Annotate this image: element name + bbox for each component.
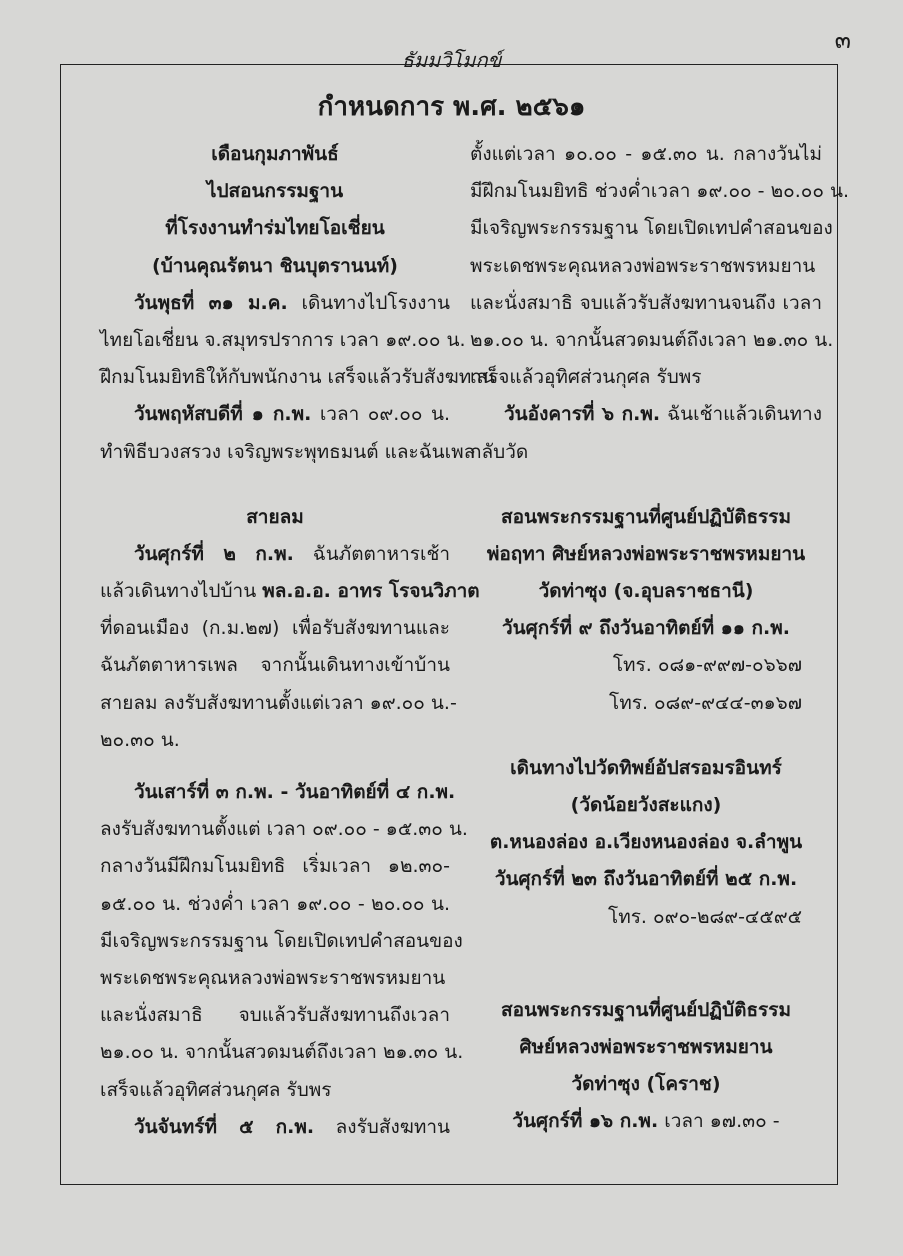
text-line: กลับวัด bbox=[470, 440, 529, 463]
text-line: วันอังคารที่ ๖ ก.พ. ฉันเช้าแล้วเดินทาง bbox=[504, 403, 822, 426]
text-line: วันพุธที่ ๓๑ ม.ค. เดินทางไปโรงงาน bbox=[134, 291, 450, 314]
text-line: เสร็จแล้วอุทิศส่วนกุศล รับพร bbox=[100, 1078, 332, 1101]
section-heading: วัดท่าซุง (โคราช) bbox=[571, 1073, 721, 1096]
right-column bbox=[470, 136, 849, 1141]
text-line: สายลม ลงรับสังฆทานตั้งแต่เวลา ๑๙.๐๐ น.- bbox=[100, 691, 457, 714]
text-line: มีเจริญพระกรรมฐาน โดยเปิดเทปคำสอนของ bbox=[100, 929, 463, 952]
text-line: กลางวันมีฝึกมโนมยิทธิ เริ่มเวลา ๑๒.๓๐- bbox=[100, 855, 450, 878]
text-line: ตั้งแต่เวลา ๑๐.๐๐ - ๑๕.๓๐ น. กลางวันไม่ bbox=[470, 143, 822, 165]
section-heading: ศิษย์หลวงพ่อพระราชพรหมยาน bbox=[519, 1035, 773, 1058]
left-column bbox=[100, 136, 495, 1146]
text-line: ที่ดอนเมือง (ก.ม.๒๗) เพื่อรับสังฆทานและ bbox=[100, 617, 450, 640]
text-line: ลงรับสังฆทานตั้งแต่ เวลา ๐๙.๐๐ - ๑๕.๓๐ น. bbox=[100, 818, 468, 841]
text-line: ๑๕.๐๐ น. ช่วงค่ำ เวลา ๑๙.๐๐ - ๒๐.๐๐ น. bbox=[100, 892, 450, 915]
header-brand: ธัมมวิโมกข์ bbox=[401, 48, 502, 72]
date-line: วันเสาร์ที่ ๓ ก.พ. - วันอาทิตย์ที่ ๔ ก.พ. bbox=[134, 781, 456, 803]
text-line: ทำพิธีบวงสรวง เจริญพระพุทธมนต์ และฉันเพล bbox=[100, 440, 476, 463]
section-heading: (วัดน้อยวังสะแกง) bbox=[570, 794, 722, 816]
month-heading: เดือนกุมภาพันธ์ bbox=[211, 143, 339, 165]
section-heading: สอนพระกรรมฐานที่ศูนย์ปฏิบัติธรรม bbox=[501, 505, 791, 528]
section-heading: ที่โรงงานทำร่มไทยโอเชี่ยน bbox=[165, 217, 385, 240]
text-line: ๒๑.๐๐ น. จากนั้นสวดมนต์ถึงเวลา ๒๑.๓๐ น. bbox=[470, 328, 834, 351]
text-line: แล้วเดินทางไปบ้าน พล.อ.อ. อาทร โรจนวิภาต bbox=[100, 580, 480, 603]
page-title: กำหนดการ พ.ศ. ๒๕๖๑ bbox=[317, 92, 586, 122]
text-line: ฝึกมโนมยิทธิให้กับพนักงาน เสร็จแล้วรับสังฆทาน bbox=[100, 366, 495, 389]
date-line: วันศุกร์ที่ ๑๖ ก.พ. เวลา ๑๗.๓๐ - bbox=[512, 1110, 780, 1133]
text-line: ไทยโอเชี่ยน จ.สมุทรปราการ เวลา ๑๙.๐๐ น. bbox=[100, 328, 466, 351]
section-heading: ไปสอนกรรมฐาน bbox=[206, 180, 344, 203]
section-heading: พ่อฤทา ศิษย์หลวงพ่อพระราชพรหมยาน bbox=[486, 542, 806, 565]
text-line: ฉันภัตตาหารเพล จากนั้นเดินทางเข้าบ้าน bbox=[100, 654, 450, 677]
text-line: และนั่งสมาธิ จบแล้วรับสังฆทานจนถึง เวลา bbox=[470, 291, 822, 314]
phone-number: โทร. ๐๙๐-๒๘๙-๔๕๙๕ bbox=[608, 905, 802, 928]
section-heading: สอนพระกรรมฐานที่ศูนย์ปฏิบัติธรรม bbox=[501, 998, 791, 1021]
date-line: วันศุกร์ที่ ๒๓ ถึงวันอาทิตย์ที่ ๒๕ ก.พ. bbox=[494, 868, 798, 891]
phone-number: โทร. ๐๘๙-๙๔๔-๓๑๖๗ bbox=[609, 691, 802, 714]
text-line: วันพฤหัสบดีที่ ๑ ก.พ. เวลา ๐๙.๐๐ น. bbox=[134, 403, 450, 426]
section-heading: (บ้านคุณรัตนา ชินบุตรานนท์) bbox=[152, 254, 398, 277]
text-line: พระเดชพระคุณหลวงพ่อพระราชพรหมยาน bbox=[470, 254, 816, 277]
date-line: วันศุกร์ที่ ๙ ถึงวันอาทิตย์ที่ ๑๑ ก.พ. bbox=[502, 617, 790, 640]
text-line: วันจันทร์ที่ ๕ ก.พ. ลงรับสังฆทาน bbox=[134, 1115, 450, 1138]
text-line: พระเดชพระคุณหลวงพ่อพระราชพรหมยาน bbox=[100, 966, 446, 989]
section-heading: ต.หนองล่อง อ.เวียงหนองล่อง จ.ลำพูน bbox=[489, 831, 803, 854]
text-line: ๒๐.๓๐ น. bbox=[100, 728, 180, 751]
section-heading: วัดท่าซุง (จ.อุบลราชธานี) bbox=[538, 580, 754, 603]
text-line: เสร็จแล้วอุทิศส่วนกุศล รับพร bbox=[470, 366, 702, 389]
page-number: ๓ bbox=[834, 26, 851, 54]
text-line: และนั่งสมาธิ จบแล้วรับสังฆทานถึงเวลา bbox=[100, 1004, 450, 1027]
section-heading: สายลม bbox=[246, 505, 304, 528]
text-line: ๒๑.๐๐ น. จากนั้นสวดมนต์ถึงเวลา ๒๑.๓๐ น. bbox=[100, 1041, 464, 1064]
text-line: มีเจริญพระกรรมฐาน โดยเปิดเทปคำสอนของ bbox=[470, 217, 833, 240]
text-line: วันศุกร์ที่ ๒ ก.พ. ฉันภัตตาหารเช้า bbox=[134, 542, 451, 565]
text-line: มีฝึกมโนมยิทธิ ช่วงค่ำเวลา ๑๙.๐๐ - ๒๐.๐๐ น. bbox=[470, 180, 849, 203]
phone-number: โทร. ๐๘๑-๙๙๗-๐๖๖๗ bbox=[612, 654, 802, 677]
section-heading: เดินทางไปวัดทิพย์อัปสรอมรอินทร์ bbox=[510, 756, 782, 779]
